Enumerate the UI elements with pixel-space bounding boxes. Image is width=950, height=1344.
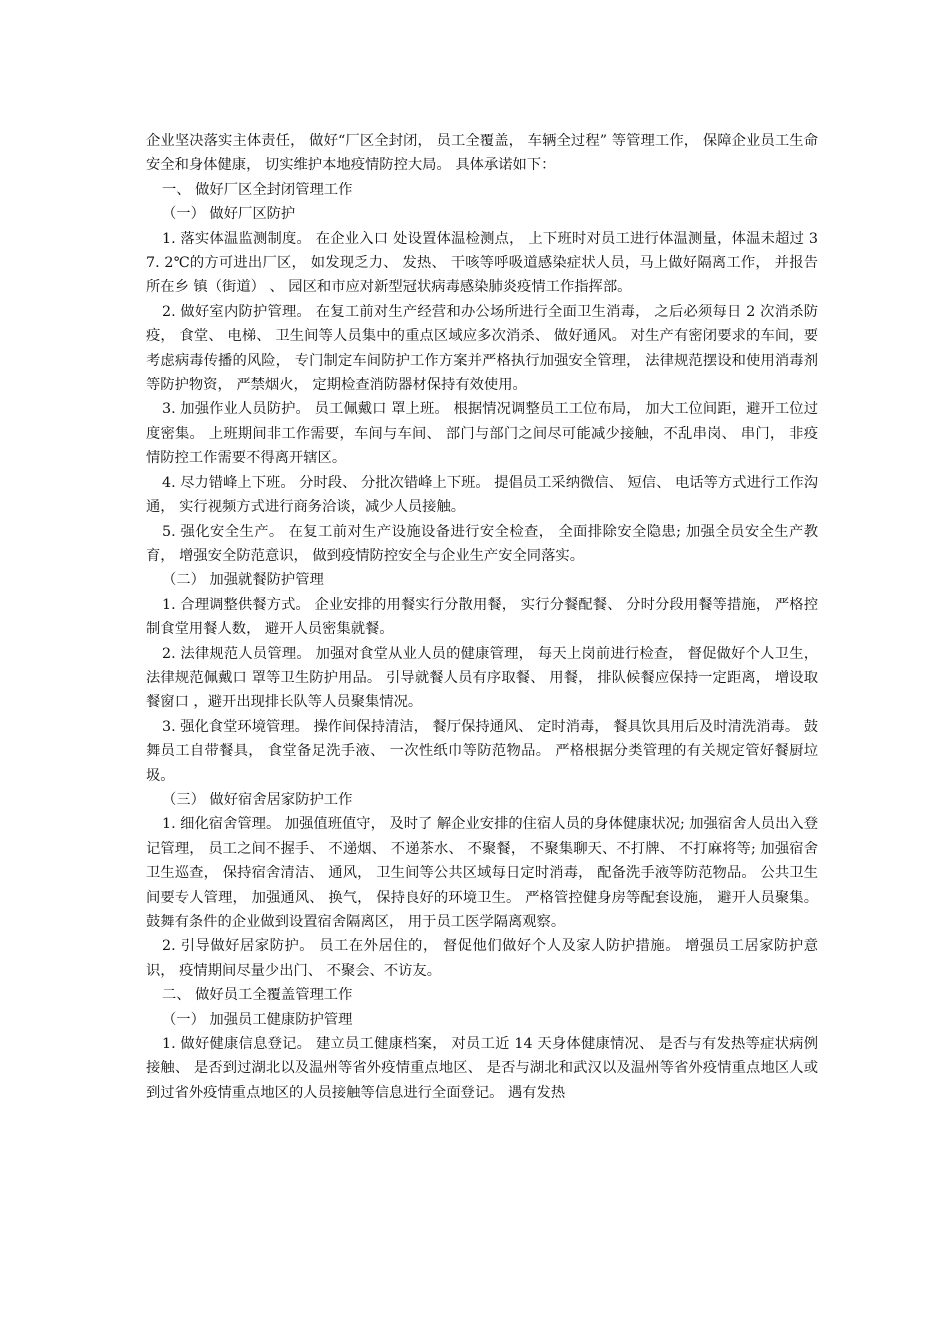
paragraph: （三） 做好宿舍居家防护工作 [162,791,353,808]
paragraph: 2. 做好室内防护管理。 在复工前对生产经营和办公场所进行全面卫生消毒， 之后必须每日 2 次消杀防疫， 食堂、 电梯、 卫生间等人员集中的重点区域应多次消杀、 做好通风。 对生产有密闭要求的车间，要考虑病毒传播的风险， 专门制定车间防护工作方案并严格执行加强安全管理， 法律规范摆设和使用消毒剂等防护物资， 严禁烟火， 定期检查消防器材保持有效使用。 [146,303,818,394]
paragraph: 1. 细化宿舍管理。 加强值班值守， 及时了 解企业安排的住宿人员的身体健康状况; 加强宿舍人员出入登记管理， 员工之间不握手、 不递烟、 不递茶水、 不聚餐， 不聚集聊天、不打牌、 不打麻将等; 加强宿舍卫生巡查， 保持宿舍清洁、 通风， 卫生间等公共区域每日定时消毒， 配备洗手液等防范物品。 公共卫生间要专人管理， 加强通风、 换气， 保持良好的环境卫生。 严格管控健身房等配套设施， 避开人员聚集。 鼓舞有条件的企业做到设置宿舍隔离区， 用于员工医学隔离观察。 [146,816,818,930]
paragraph: 1. 落实体温监测制度。 在企业入口 处设置体温检测点， 上下班时对员工进行体温测量，体温未超过 37. 2℃的方可进出厂区， 如发现乏力、 发热、 干咳等呼吸道感染症状人员，马上做好隔离工作， 并报告所在乡 镇（街道） 、 园区和市应对新型冠状病毒感染肺炎疫情工作指挥部。 [146,230,818,296]
paragraph: 4. 尽力错峰上下班。 分时段、 分批次错峰上下班。 提倡员工采纳微信、 短信、 电话等方式进行工作沟通， 实行视频方式进行商务洽谈，减少人员接触。 [146,474,818,516]
paragraph: 1. 合理调整供餐方式。 企业安排的用餐实行分散用餐， 实行分餐配餐、 分时分段用餐等措施， 严格控制食堂用餐人数， 避开人员密集就餐。 [146,596,818,638]
paragraph: 一、 做好厂区全封闭管理工作 [162,181,353,198]
paragraph: （一） 加强员工健康防护管理 [162,1011,353,1028]
paragraph: 5. 强化安全生产。 在复工前对生产设施设备进行安全检查， 全面排除安全隐患; 加强全员安全生产教育， 增强安全防范意识， 做到疫情防控安全与企业生产安全同落实。 [146,523,818,564]
paragraph: 3. 强化食堂环境管理。 操作间保持清洁， 餐厅保持通风、 定时消毒， 餐具饮具用后及时清洗消毒。 鼓舞员工自带餐具， 食堂备足洗手液、 一次性纸巾等防范物品。 严格根据分类管理的有关规定管好餐厨垃圾。 [146,718,818,784]
paragraph: 1. 做好健康信息登记。 建立员工健康档案， 对员工近 14 天身体健康情况、 是否与有发热等症状病例接触、 是否到过湖北以及温州等省外疫情重点地区、 是否与湖北和武汉以及温州等省外疫情重点地区人或到过省外疫情重点地区的人员接触等信息进行全面登记。 遇有发热 [146,1036,818,1101]
paragraph: 企业坚决落实主体责任， 做好“厂区全封闭， 员工全覆盖， 车辆全过程” 等管理工作， 保障企业员工生命安全和身体健康， 切实维护本地疫情防控大局。 具体承诺如下： [146,133,818,174]
document-page [146,129,818,1105]
paragraph: 二、 做好员工全覆盖管理工作 [162,987,353,1004]
paragraph: （一） 做好厂区防护 [162,206,296,223]
paragraph: （二） 加强就餐防护管理 [162,572,324,589]
paragraph: 3. 加强作业人员防护。 员工佩戴口 罩上班。 根据情况调整员工工位布局， 加大工位间距，避开工位过度密集。 上班期间非工作需要，车间与车间、 部门与部门之间尽可能减少接触，不乱串岗、 串门， 非疫情防控工作需要不得离开辖区。 [146,401,818,467]
paragraph: 2. 引导做好居家防护。 员工在外居住的， 督促他们做好个人及家人防护措施。 增强员工居家防护意识， 疫情期间尽量少出门、 不聚会、不访友。 [146,938,818,979]
paragraph: 2. 法律规范人员管理。 加强对食堂从业人员的健康管理， 每天上岗前进行检查， 督促做好个人卫生， 法律规范佩戴口 罩等卫生防护用品。 引导就餐人员有序取餐、 用餐， 排队候餐应保持一定距离， 增设取餐窗口 ，避开出现排长队等人员聚集情况。 [146,645,818,711]
